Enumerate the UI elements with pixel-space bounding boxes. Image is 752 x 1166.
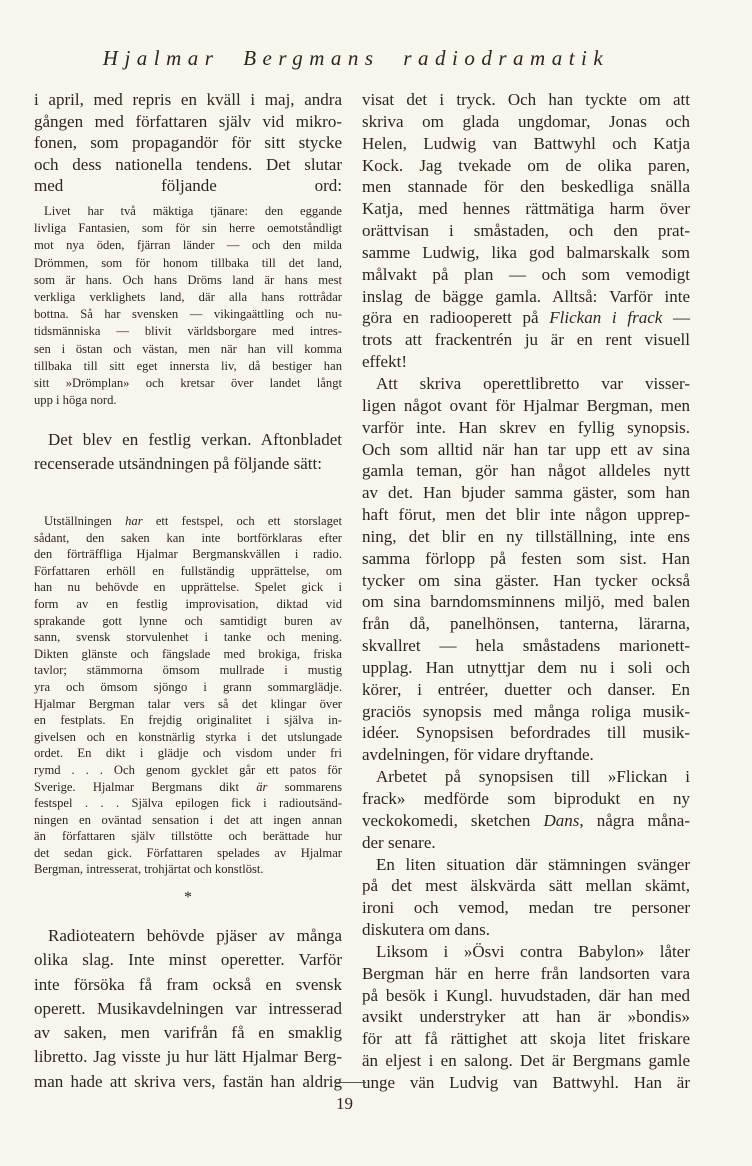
text-line: libretto. Jag visste ju hur lätt Hjalmar Berg-	[34, 1047, 342, 1067]
text-line: Författaren erhöll en fullständig upprättelse, om	[34, 563, 342, 578]
left-review-intro-text	[34, 428, 342, 476]
text-line	[362, 307, 690, 329]
paragraph	[362, 854, 690, 941]
italic-text: har	[125, 514, 143, 528]
text-line: Att skriva operettlibretto var visser-	[376, 373, 690, 393]
quote-speech-excerpt	[34, 203, 342, 409]
left-closing-text	[34, 924, 342, 1094]
text-line: om sina barndomsminnens miljö, med balen	[362, 592, 690, 612]
text-line: av saken, men varifrån få en smaklig	[34, 1023, 342, 1043]
text-line: än eljest i en salong. Det är Bergmans gamle	[362, 1051, 690, 1071]
italic-text: Flickan i frack	[549, 308, 663, 328]
text-line: bottna. Så har svensken — vikingaättling och nu-	[34, 307, 342, 322]
text-line: yra och ömsom sjöngo i grann sommarglädje.	[34, 679, 342, 694]
text-line: Hjalmar Bergman talar vers så det klingar över	[34, 696, 342, 711]
text-line: tidsmänniska — blivit världsborgare med intres-	[34, 324, 342, 339]
text-line: recenserade utsändningen på följande sätt:	[34, 454, 322, 473]
text-segment: veckokomedi, sketchen	[362, 810, 544, 830]
text-line: tavlor; stämmorna ömsom mullrade i mustig	[34, 663, 342, 678]
text-line: sprakande gott lynne och samtidigt buren av	[34, 613, 342, 628]
text-line	[34, 779, 342, 796]
text-line: sann, svensk storvulenhet i tanke och mening.	[34, 630, 342, 645]
text-line: sen i östan och västan, men när han vill komma	[34, 341, 342, 356]
text-line: målvakt på plan — och som vemodigt	[362, 264, 690, 284]
text-line: på det mest älskvärda sätt mellan skämt,	[362, 876, 690, 896]
text-line: Och som alltid när han tar upp ett av sina	[362, 439, 690, 459]
text-segment: , några måna-	[579, 810, 691, 830]
text-line: haft förut, men det blir inte någon upprep-	[362, 505, 690, 525]
text-line: upplag. Han utnyttjar dem nu i soli och	[362, 657, 690, 677]
text-line: operett. Musikavdelningen var intresserad	[34, 998, 342, 1018]
italic-text: är	[256, 779, 268, 794]
text-line: gamla teman, gör han något alldeles nytt	[362, 461, 690, 481]
paragraph	[362, 373, 690, 766]
text-line: effekt!	[362, 352, 407, 372]
footer-rule	[334, 1082, 366, 1083]
text-line: han nu behövde en upprättelse. Spelet gick i	[34, 580, 342, 595]
text-line: upp i höga nord.	[34, 393, 117, 408]
text-line: unge vän Ludvig van Battwyhl. Han är	[362, 1072, 690, 1092]
text-line: i april, med repris en kväll i maj, andra	[34, 90, 342, 109]
text-line: tycker om sina gäster. Han tycker också	[362, 570, 690, 590]
text-line: man hade att skriva vers, fastän han aldrig	[34, 1071, 342, 1091]
text-line: och dess nationella tendens. Det slutar	[34, 154, 342, 174]
text-line: En liten situation där stämningen svänger	[376, 854, 690, 874]
text-line: från då, panelhönsen, tanterna, lärarna,	[362, 614, 690, 634]
text-line: Livet har två mäktiga tjänare: den eggande	[44, 204, 342, 218]
running-header-title: Hjalmar Bergmans radiodramatik	[102, 46, 610, 70]
text-segment: —	[662, 308, 690, 328]
text-line: Dikten glänste och fängslade med brokiga, friska	[34, 646, 342, 661]
text-line: på besök i Kungl. huvudstaden, där han med	[362, 985, 690, 1005]
text-line: Bergman, intresserat, trohjärtat och konstlöst.	[34, 862, 264, 877]
text-line: körer, i entréer, duetter och danser. En	[362, 679, 690, 699]
paragraph	[34, 203, 342, 409]
paragraph	[362, 89, 690, 373]
text-segment: Sverige. Hjalmar Bergmans dikt	[34, 779, 257, 794]
text-line: form av en festlig improvisation, diktad vid	[34, 596, 342, 611]
text-line: festspel . . . Själva epilogen fick i radioutsänd-	[34, 796, 342, 811]
text-line: visat det i tryck. Och han tyckte om att	[362, 90, 690, 109]
page-number: 19	[336, 1094, 353, 1113]
paragraph	[362, 941, 690, 1094]
text-line: livliga Fantasien, som för sin herre oemotståndligt	[34, 221, 342, 236]
text-line: ligen något ovant för Hjalmar Bergman, men	[362, 395, 690, 415]
text-line: inte försöka få fram också en svensk	[34, 974, 342, 994]
text-segment: göra en radiooperett på	[362, 308, 550, 328]
paragraph	[34, 428, 342, 476]
text-line: ningen en oväntad sensation i det att ingen annan	[34, 812, 342, 827]
text-line: det sedan gick. Författaren spelades av Hjalmar	[34, 845, 342, 860]
left-intro-text	[34, 89, 342, 197]
paragraph	[34, 513, 342, 878]
text-line: samma förlopp på festen som sist. Han	[362, 548, 690, 568]
paragraph	[34, 924, 342, 1094]
paragraph	[34, 89, 342, 197]
text-line: än författaren själv tillstötte och berättade hur	[34, 829, 342, 844]
text-line: idéer. Synopsisen befordrades till musik-	[362, 723, 690, 743]
italic-text: Dans	[543, 810, 580, 830]
text-line: Det blev en festlig verkan. Aftonbladet	[48, 430, 342, 449]
text-line: ironi och vemod, medan tre personer	[362, 898, 690, 918]
text-line: mot nya öden, fjärran länder — och den milda	[34, 238, 342, 253]
text-line: Radioteatern behövde pjäser av många	[48, 926, 342, 945]
text-line: verkliga verklighets land, där alla hans rottrådar	[34, 290, 342, 305]
text-line: sådant, den saken kan inte bortförklaras efter	[34, 530, 342, 545]
text-line: der senare.	[362, 832, 436, 852]
text-line: av det. Han bjuder samma gäster, som han	[362, 483, 690, 503]
text-line: Arbetet på synopsisen till »Flickan i	[376, 767, 690, 787]
text-line: rymd . . . Och genom gycklet går ett patos för	[34, 762, 342, 777]
text-line: för att få rättighet att skoja litet friskare	[362, 1029, 690, 1049]
text-line: givelsen och en konstnärlig styrka i det utslungade	[34, 729, 342, 744]
right-column-text	[362, 89, 690, 1094]
text-segment: Utställningen	[44, 514, 126, 528]
text-line: en festplats. En frejdig originalitet i själva in-	[34, 713, 342, 728]
text-line: orättvisan i småstaden, och den prat-	[362, 221, 690, 241]
text-line: skvallret — hela småstadens marionett-	[362, 636, 690, 656]
text-line: samme Ludwig, lika god balmarskalk som	[362, 242, 690, 262]
quote-aftonbladet-review	[34, 513, 342, 878]
text-line: sitt »Drömplan» och kretsar över landet långt	[34, 376, 342, 391]
text-line: olika slag. Inte minst operetter. Varför	[34, 950, 342, 970]
text-line: fonen, som propagandör för sitt stycke	[34, 133, 342, 153]
text-line	[362, 810, 690, 832]
text-line: men stannade för den beskedliga snälla	[362, 177, 690, 197]
text-line	[34, 513, 342, 530]
text-line: graciös synopsis med många roliga musik-	[362, 701, 690, 721]
text-line: tillbaka till sitt eget innersta liv, då bestiger han	[34, 358, 342, 373]
text-line: avdelningen, för vidare dryftande.	[362, 745, 594, 765]
text-line: som är hans. Och hans Dröms land är hans mest	[34, 272, 342, 287]
text-line: inslag de bägge gamla. Alltså: Varför inte	[362, 286, 690, 306]
text-line: Katja, med hennes rättmätiga harm över	[362, 199, 690, 219]
section-separator: *	[184, 889, 192, 906]
text-line: skriva om glada ungdomar, Jonas och	[362, 111, 690, 131]
text-line: varför inte. Han skrev en fyllig synopsis.	[362, 417, 690, 437]
text-line: ning, det blir en ny tillställning, inte ens	[362, 526, 690, 546]
text-line: med följande ord:	[34, 176, 342, 196]
paragraph	[362, 766, 690, 853]
text-line: Kock. Jag tvekade om de olika paren,	[362, 155, 690, 175]
text-line: Liksom i »Ösvi contra Babylon» låter	[376, 941, 690, 961]
text-line: Drömmen, som för honom tillbaka till det land,	[34, 255, 342, 270]
text-line: Bergman här en herre från landsorten vara	[362, 963, 690, 983]
text-line: avsikt understryker att han är »bondis»	[362, 1007, 690, 1027]
text-line: gången med författaren själv vid mikro-	[34, 111, 342, 131]
text-line: frack» medförde som biprodukt en ny	[362, 789, 690, 808]
text-line: ordet. En dikt i glädje och visdom under fri	[34, 746, 342, 761]
text-line: den förträffliga Hjalmar Bergmanskvällen i radio.	[34, 547, 342, 562]
text-line: Helen, Ludwig van Battwyhl och Katja	[362, 133, 690, 153]
text-line: diskutera om dans.	[362, 920, 490, 940]
text-segment: ett festspel, och ett storslaget	[142, 514, 342, 528]
text-line: trots att frackentrén ju är en rent visuell	[362, 330, 690, 350]
text-segment: sommarens	[267, 779, 342, 794]
